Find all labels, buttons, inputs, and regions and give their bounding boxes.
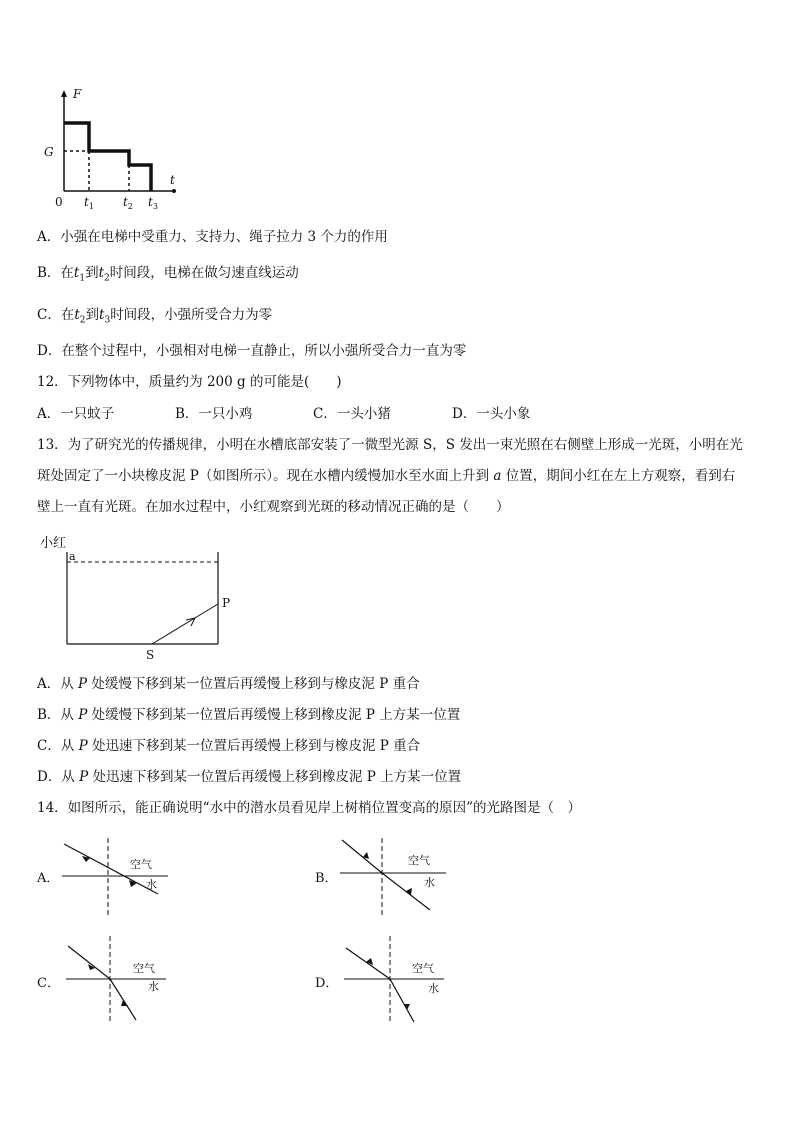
x-axis-label: t: [170, 173, 175, 187]
q14-option-b-diagram: [338, 838, 458, 920]
q11-c-t3-sub: 3: [104, 315, 111, 326]
water-tank-figure: [36, 530, 246, 665]
q14-c-water-label: 水: [148, 980, 159, 993]
q13-b-pre: B．从: [37, 707, 79, 723]
q13-stem-2-post: 位置，期间小红在左上方观察，看到右: [501, 468, 736, 484]
t3-t: t: [148, 195, 153, 209]
q11-b-t1-sub: 1: [79, 273, 86, 284]
q13-a-pre: A．从: [37, 676, 79, 692]
q11-b-mid: 到: [85, 265, 99, 281]
t1-sub: 1: [88, 202, 94, 211]
t2-label: [123, 195, 133, 211]
q13-b-p: P: [78, 707, 88, 723]
q13-b-post: 处缓慢下移到某一位置后再缓慢上移到橡皮泥 P 上方某一位置: [87, 707, 461, 723]
observer-label: 小红: [40, 536, 67, 551]
q13-a-post: 处缓慢下移到某一位置后再缓慢上移到与橡皮泥 P 重合: [87, 676, 420, 692]
t3-label: [148, 195, 158, 211]
q14-option-d-diagram: [338, 936, 458, 1026]
q13-d-p: P: [79, 769, 89, 785]
t2-sub: 2: [127, 202, 133, 211]
source-s-label: S: [146, 648, 155, 662]
q11-b-t1: t: [73, 265, 80, 281]
g-label: G: [44, 145, 54, 159]
q12-option-a: A．一只蚊子: [37, 406, 115, 422]
q11-c-t2: t: [74, 307, 80, 323]
q12-option-d: D．一头小象: [452, 406, 531, 422]
q12-option-c: C．一头小猪: [313, 406, 391, 422]
q13-d-post: 处迅速下移到某一位置后再缓慢上移到橡皮泥 P 上方某一位置: [88, 769, 462, 785]
q13-c-pre: C．从: [37, 738, 79, 754]
q14-a-water-label: 水: [146, 878, 157, 891]
q11-option-d: D．在整个过程中，小强相对电梯一直静止，所以小强所受合力一直为零: [37, 343, 467, 359]
q11-c-t3: t: [99, 307, 105, 323]
q14-option-a-diagram: [60, 838, 180, 920]
q14-option-d-label: D．: [315, 976, 339, 991]
q14-option-b-label: B．: [315, 871, 338, 886]
q11-b-t2-sub: 2: [104, 273, 110, 284]
q13-stem-line-1: 13．为了研究光的传播规律，小明在水槽底部安装了一微型光源 S，S 发出一束光照在右侧壁上形成一光斑，小明在光: [37, 437, 743, 453]
t2-t: t: [123, 195, 128, 209]
q12-option-b: B．一只小鸡: [175, 406, 253, 422]
q11-b-t2: t: [98, 265, 105, 281]
q14-c-air-label: 空气: [133, 962, 155, 975]
q11-c-pre: C．在: [37, 307, 75, 323]
q14-d-water-label: 水: [428, 982, 439, 995]
t3-sub: 3: [152, 202, 158, 211]
q14-b-air-label: 空气: [408, 854, 430, 867]
q13-d-pre: D．从: [37, 769, 80, 785]
q14-d-air-label: 空气: [412, 962, 434, 975]
q13-stem-2-pre: 斑处固定了一小块橡皮泥 P（如图所示）。现在水槽内缓慢加水至水面上升到: [37, 468, 494, 484]
q14-option-a-label: A．: [37, 871, 60, 886]
q14-stem: 14．如图所示，能正确说明“水中的潜水员看见岸上树梢位置变高的原因”的光路图是（ ）: [37, 800, 581, 816]
q13-option-d: [37, 767, 461, 787]
q13-option-b: [37, 705, 460, 725]
level-a-label: a: [69, 550, 76, 563]
q13-stem-line-3: 壁上一直有光斑。在加水过程中，小红观察到光斑的移动情况正确的是（ ）: [37, 499, 510, 515]
t1-label: [84, 195, 94, 211]
q11-option-c: [37, 305, 272, 331]
q11-option-b: [37, 263, 299, 289]
q13-option-c: [37, 736, 420, 756]
q11-b-pre: B．在: [37, 265, 74, 281]
y-axis-label: F: [73, 87, 82, 101]
q13-c-p: P: [78, 738, 88, 754]
q13-stem-2-a: a: [493, 468, 502, 484]
point-p-label: P: [222, 596, 231, 610]
q11-c-t2-sub: 2: [79, 315, 86, 326]
q13-a-p: P: [78, 676, 88, 692]
q13-stem-line-2: [37, 466, 735, 486]
q14-option-c-diagram: [60, 936, 180, 1026]
q11-option-a: A．小强在电梯中受重力、支持力、绳子拉力 3 个力的作用: [37, 229, 388, 245]
q11-c-post: 时间段，小强所受合力为零: [110, 307, 273, 323]
q14-a-air-label: 空气: [130, 858, 152, 871]
q14-b-water-label: 水: [424, 876, 435, 889]
q11-b-post: 时间段，电梯在做匀速直线运动: [109, 265, 299, 281]
q14-option-c-label: C．: [37, 976, 60, 991]
q12-stem: 12．下列物体中，质量约为 200 g 的可能是( ): [37, 374, 342, 390]
t1-t: t: [84, 195, 89, 209]
origin-label: 0: [55, 195, 63, 209]
q13-c-post: 处迅速下移到某一位置后再缓慢上移到与橡皮泥 P 重合: [87, 738, 421, 754]
q11-c-mid: 到: [85, 307, 100, 323]
q13-option-a: [37, 674, 420, 694]
force-time-graph: [40, 86, 190, 211]
